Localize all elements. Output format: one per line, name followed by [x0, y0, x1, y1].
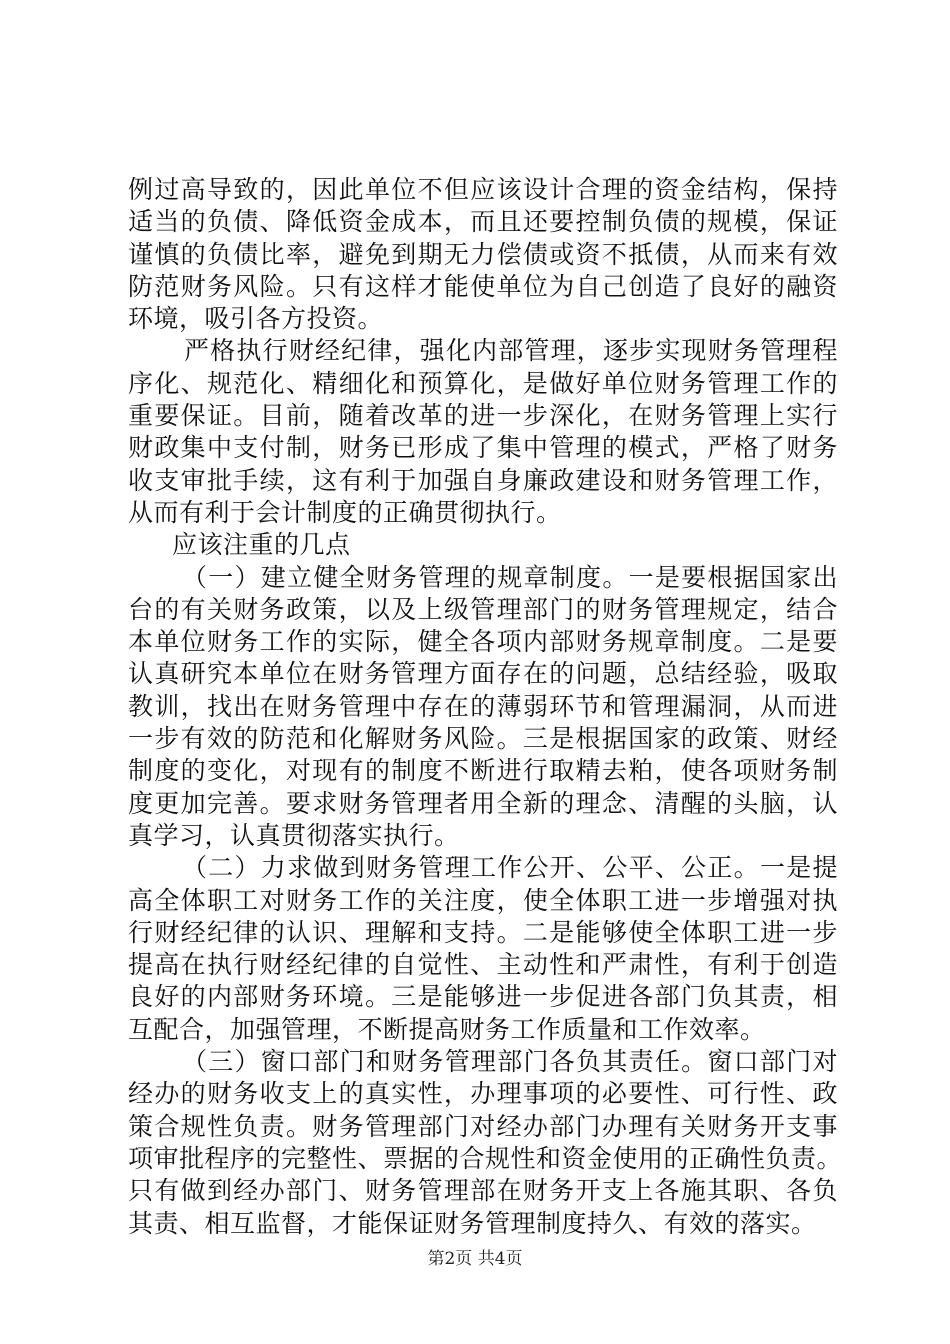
paragraph	[128, 852, 838, 1046]
text-line: 高全体职工对财务工作的关注度，使全体职工进一步增强对执	[128, 885, 838, 915]
text-line: 从而有利于会计制度的正确贯彻执行。	[128, 497, 562, 527]
text-line: 适当的负债、降低资金成本，而且还要控制负债的规模，保证	[128, 207, 838, 237]
text-line: 谨慎的负债比率，避免到期无力偿债或资不抵债，从而来有效	[128, 239, 838, 269]
text-line: 其责、相互监督，才能保证财务管理制度持久、有效的落实。	[128, 1208, 817, 1238]
text-line: 严格执行财经纪律，强化内部管理，逐步实现财务管理程	[184, 336, 838, 366]
text-line: 只有做到经办部门、财务管理部在财务开支上各施其职、各负	[128, 1176, 838, 1206]
text-line: 经办的财务收支上的真实性，办理事项的必要性、可行性、政	[128, 1079, 838, 1109]
text-line: 防范财务风险。只有这样才能使单位为自己创造了良好的融资	[128, 271, 838, 301]
text-line: 一步有效的防范和化解财务风险。三是根据国家的政策、财经	[128, 724, 838, 754]
text-line: 例过高导致的，因此单位不但应该设计合理的资金结构，保持	[128, 175, 838, 204]
text-line: 真学习，认真贯彻落实执行。	[128, 820, 460, 850]
text-line: 教训，找出在财务管理中存在的薄弱环节和管理漏洞，从而进	[128, 691, 838, 721]
text-line: 序化、规范化、精细化和预算化，是做好单位财务管理工作的	[128, 368, 838, 398]
document-body	[128, 174, 843, 1240]
paragraph	[128, 1046, 843, 1240]
text-line: 提高在执行财经纪律的自觉性、主动性和严肃性，有利于创造	[128, 950, 838, 980]
page-footer: 第2页 共4页	[427, 1249, 523, 1269]
paragraph	[128, 562, 838, 853]
text-line: 应该注重的几点	[172, 530, 351, 560]
text-line: 认真研究本单位在财务管理方面存在的问题，总结经验，吸取	[128, 659, 838, 689]
text-line: 收支审批手续，这有利于加强自身廉政建设和财务管理工作，	[128, 465, 838, 495]
text-line: 制度的变化，对现有的制度不断进行取精去粕，使各项财务制	[128, 756, 838, 786]
text-line: 良好的内部财务环境。三是能够进一步促进各部门负其责，相	[128, 982, 838, 1012]
text-line: （二）力求做到财务管理工作公开、公平、公正。一是提	[182, 853, 838, 883]
text-line: （一）建立健全财务管理的规章制度。一是要根据国家出	[182, 562, 838, 592]
section-heading	[128, 529, 838, 561]
text-line: 环境，吸引各方投资。	[128, 304, 384, 334]
text-line: 台的有关财务政策，以及上级管理部门的财务管理规定，结合	[128, 594, 838, 624]
text-line: 互配合，加强管理，不断提高财务工作质量和工作效率。	[128, 1014, 766, 1044]
paragraph	[128, 335, 838, 529]
paragraph	[128, 174, 838, 335]
text-line: 策合规性负责。财务管理部门对经办部门办理有关财务开支事	[128, 1111, 838, 1141]
text-line: （三）窗口部门和财务管理部门各负其责任。窗口部门对	[182, 1047, 838, 1077]
text-line: 重要保证。目前，随着改革的进一步深化，在财务管理上实行	[128, 401, 838, 431]
text-line: 本单位财务工作的实际，健全各项内部财务规章制度。二是要	[128, 627, 838, 657]
text-line: 度更加完善。要求财务管理者用全新的理念、清醒的头脑，认	[128, 788, 838, 818]
text-line: 财政集中支付制，财务已形成了集中管理的模式，严格了财务	[128, 433, 838, 463]
text-line: 项审批程序的完整性、票据的合规性和资金使用的正确性负责。	[128, 1143, 843, 1173]
text-line: 行财经纪律的认识、理解和支持。二是能够使全体职工进一步	[128, 917, 838, 947]
